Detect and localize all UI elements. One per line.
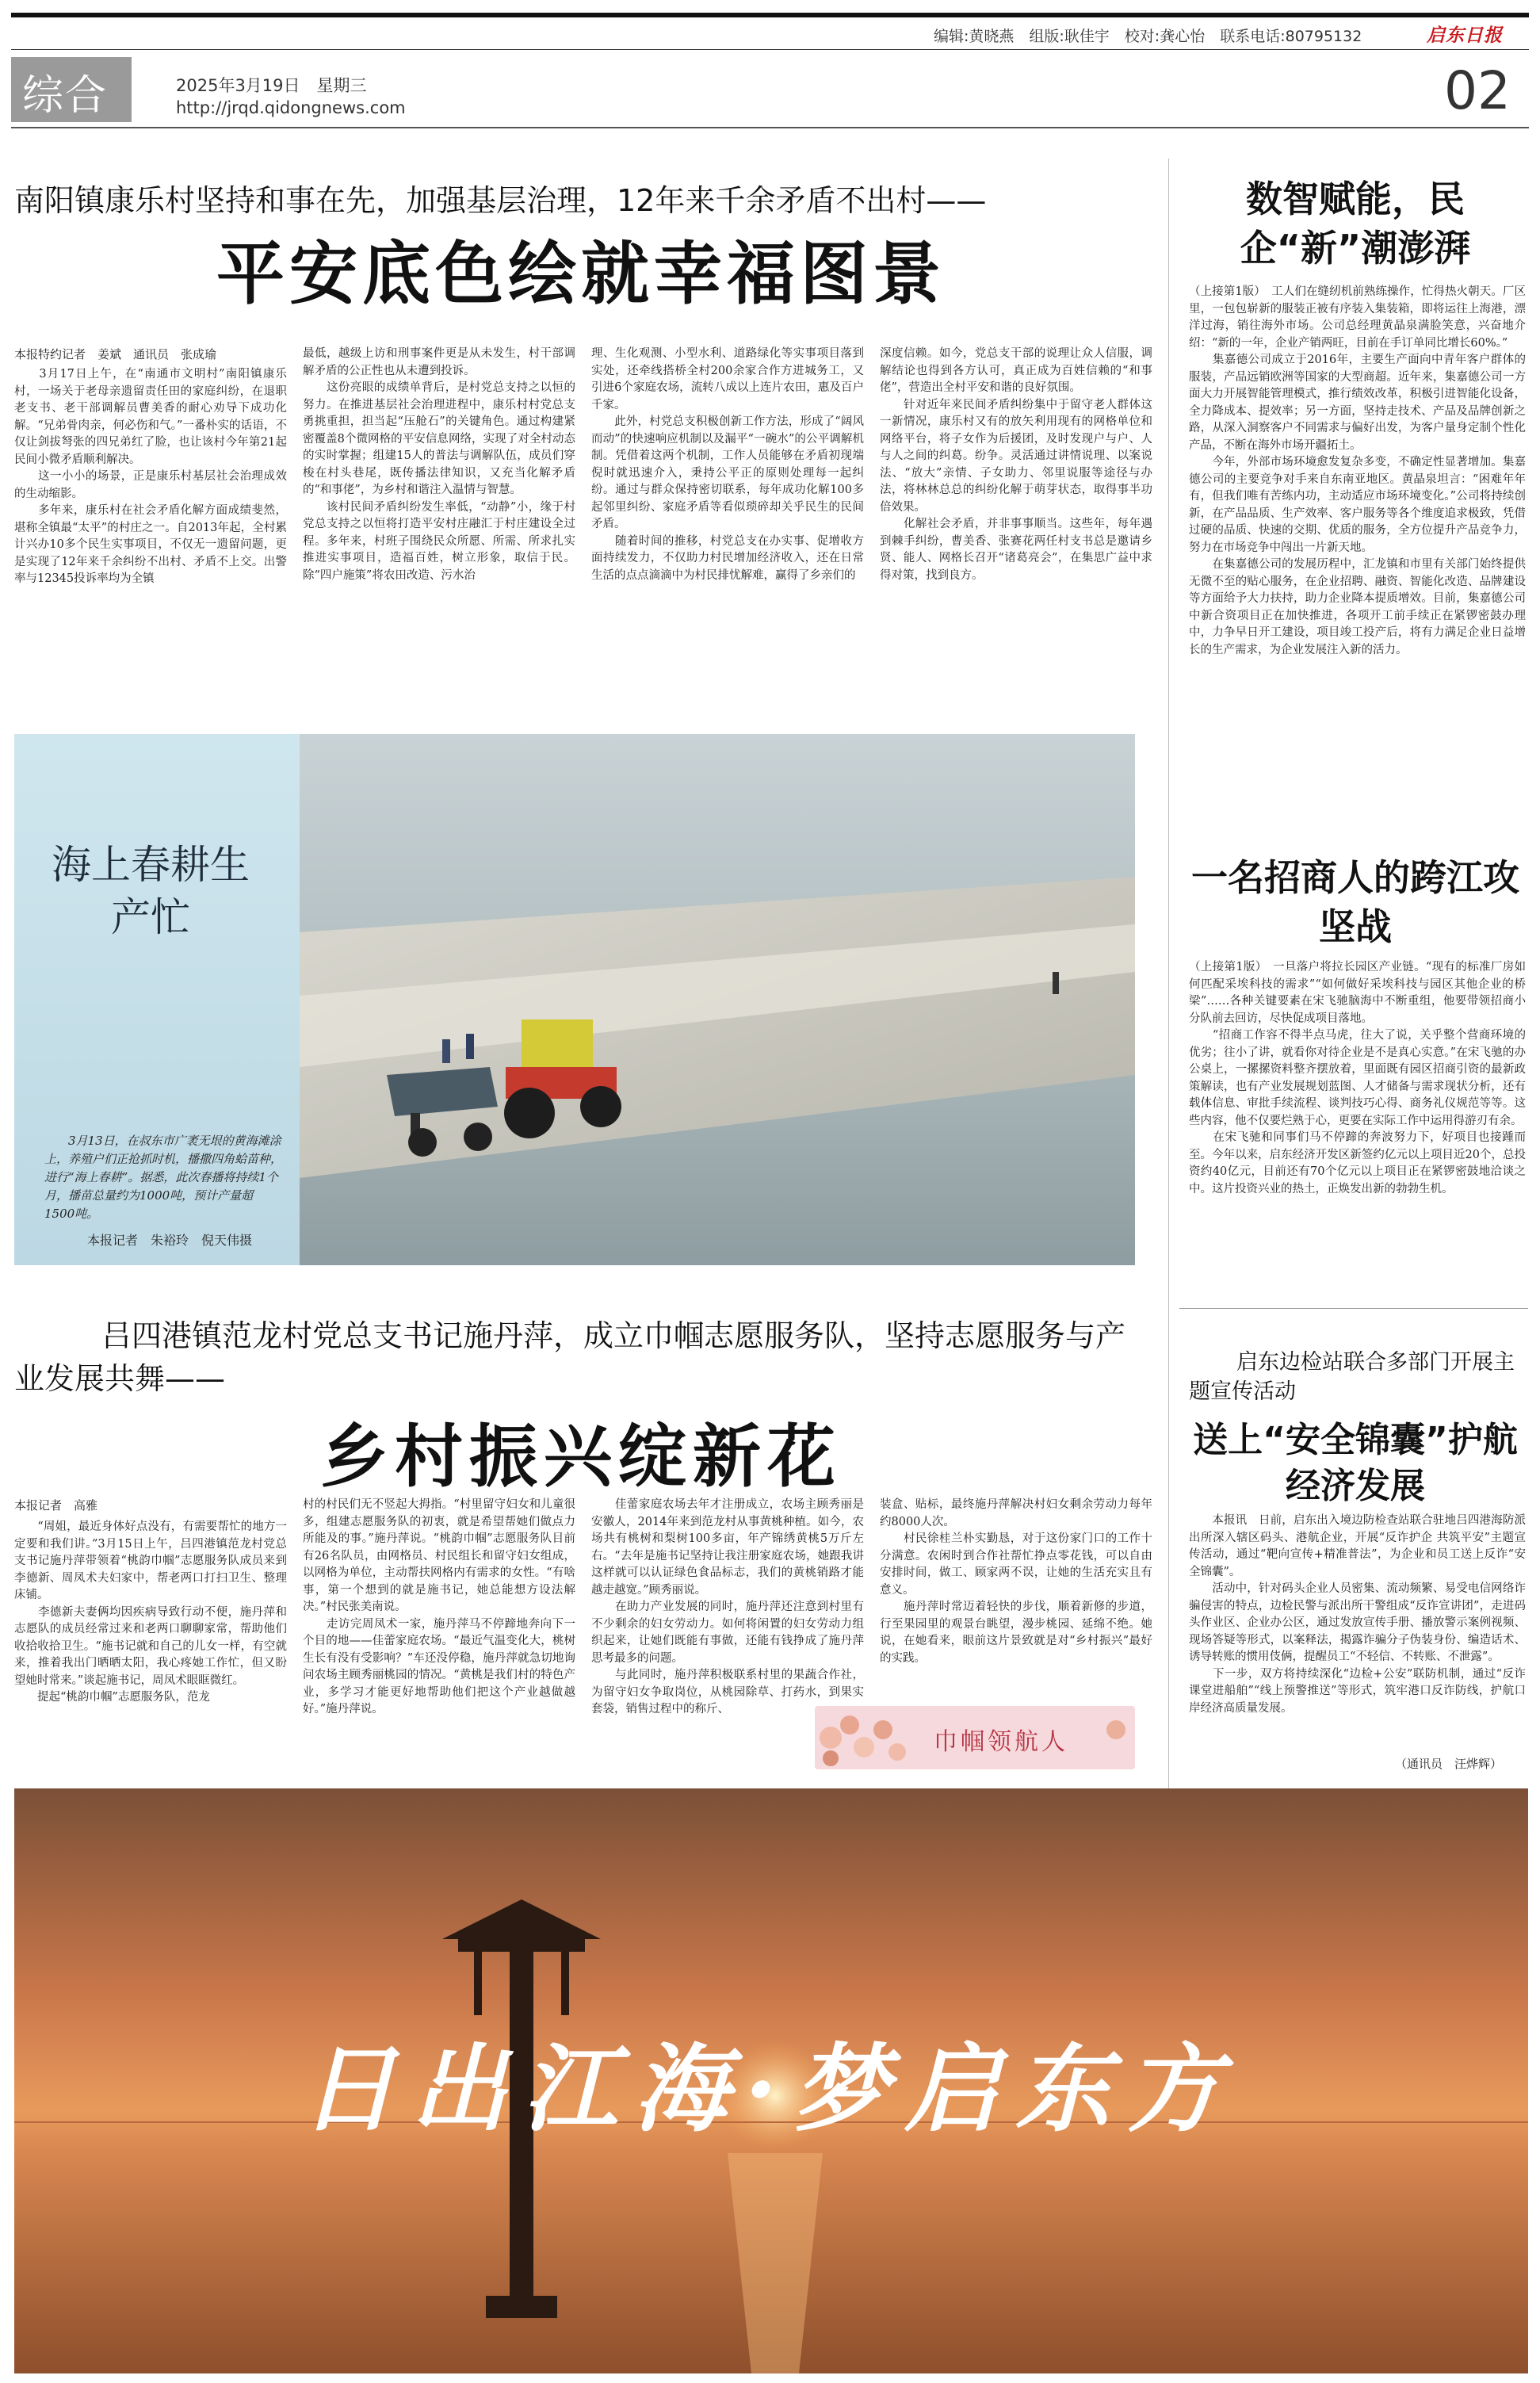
story2-byline: 本报记者 高雅 xyxy=(14,1498,98,1513)
sidebar3-credit: （通讯员 汪烨辉） xyxy=(1395,1757,1503,1771)
sidebar3-kicker: 启东边检站联合多部门开展主题宣传活动 xyxy=(1189,1350,1515,1404)
photo1-caption: 3月13日，在叔东市广袤无垠的黄海滩涂上，养殖户们正抢抓时机，播撒四角蛤苗种，进行“海上春耕”。据悉，此次春播将持续1个月，播苗总量约为1000吨，预计产量超1500吨。 xyxy=(44,1134,283,1221)
story1-kicker: 南阳镇康乐村坚持和事在先，加强基层治理，12年来千余矛盾不出村—— xyxy=(14,183,987,218)
issue-date: 2025年3月19日 星期三 xyxy=(176,76,367,95)
story2-column-3: 佳蕾家庭农场去年才注册成立，农场主顾秀丽是安徽人，2014年来到范龙村从事黄桃种植。如今，农场共有桃树和梨树100多亩，年产锦绣黄桃5万斤左右。“去年是施书记坚持让我注册家庭农场，她跟我讲这样就可以认证绿色食品标志，我们的黄桃销路才能越走越宽。”顾秀丽说。 在助力产业发展的同时，施丹萍还注意到村里有不少剩余的妇女劳动力。如何将闲置的妇女劳动力组织起来，让她们既能有事做，还能有钱挣成了施丹萍思考最多的问题。 与此同时，施丹萍积极联系村里的果蔬合作社，为留守妇女争取岗位，从桃园除草、打药水，到果实套袋，销售过程中的称斤、 xyxy=(591,1498,864,1716)
story1-column-3: 理、生化观测、小型水利、道路绿化等实事项目落到实处，还牵线搭桥全村200余家合作方进城务工，又引进6个家庭农场，流转八成以上连片农田，惠及百户千家。 此外，村党总支积极创新工作方法，形成了“阔风而动”的快速响应机制以及漏平“一碗水”的公平调解机制。凭借着这两个机制，工作人员能够在矛盾初现端倪时就迅速介入，秉持公平正的原则处理每一起纠纷。通过与群众保持密切联系，每年成功化解100多起邻里纠纷、家庭矛盾等看似琐碎却关乎民生的民间矛盾。 随着时间的推移，村党总支在办实事、促增收方面持续发力，不仅助力村民增加经济收入，还在日常生活的点点滴滴中为村民排忧解难，赢得了乡亲们的 xyxy=(591,347,864,582)
sidebar3-headline: 送上“安全锦囊”护航经济发展 xyxy=(1193,1420,1518,1506)
story2-headline: 乡村振兴绽新花 xyxy=(320,1417,842,1497)
sidebar1-text: （上接第1版） 工人们在缝纫机前熟练操作，忙得热火朝天。厂区里，一包包崭新的服装正被有序装入集装箱，即将运往上海港，漂洋过海，销往海外市场。公司总经理黄晶泉满脸笑意，兴奋地介绍：“新的一年，企业产销两旺，目前在手订单同比增长60%。” 集嘉德公司成立于2016年，主要生产面向中青年客户群体的服装，产品远销欧洲等国家的大型商超。近年来，集嘉德公司一方面大力开展智能管理模式，推行绩效改革，积极引进智能化设备，全力降成本、提效率；另一方面，坚持走技术、产品及品牌创新之路，从深入洞察客户不同需求与偏好出发，为客户量身定制个性化产品，不断在海外市场开疆拓土。 今年，外部市场环境愈发复杂多变，不确定性显著增加。集嘉德公司的主要竞争对手来自东南亚地区。黄晶泉坦言：“困难年年有，但我们唯有苦练内功，主动适应市场环境变化。”公司将持续创新，在产品品质、生产效率、客户服务等各个维度追求极致，凭借过硬的品质、快速的交期、优质的服务，全方位提升产品竞争力，努力在市场竞争中闯出一片新天地。 在集嘉德公司的发展历程中，汇龙镇和市里有关部门始终提供无微不至的贴心服务，在企业招聘、融资、智能化改造、品牌建设等方面给予大力扶持，助力企业降本提质增效。目前，集嘉德公司中新合资项目正在加快推进，各项开工前手续正在紧锣密鼓办理中，力争早日开工建设，项目竣工投产后，将有力满足企业日益增长的生产需求，为企业发展注入新的活力。 xyxy=(1189,285,1526,656)
masthead-bottom-rule xyxy=(11,127,1529,128)
volunteer-badge-label: 巾帼领航人 xyxy=(934,1728,1068,1756)
story1-byline: 本报特约记者 姜斌 通讯员 张成瑜 xyxy=(14,347,217,361)
section-label: 综合 xyxy=(22,72,109,120)
staff-line: 编辑:黄晓燕 组版:耿佳宇 校对:龚心怡 联系电话:80795132 xyxy=(934,28,1362,45)
sidebar3-text: 本报讯 日前，启东出入境边防检查站联合驻地吕四港海防派出所深入辖区码头、港航企业，开展“反诈护企 共筑平安”主题宣传活动，通过“靶向宣传+精准普法”，为企业和员工送上反诈“安全锦囊”。 活动中，针对码头企业人员密集、流动频繁、易受电信网络诈骗侵害的特点，边检民警与派出所干警组成“反诈宣讲团”，走进码头作业区、企业办公区，通过发放宣传手册、播放警示案例视频、现场答疑等形式，以案释法，揭露诈骗分子伪装身份、编造话术、诱导转账的惯用伎俩，提醒员工“不轻信、不转账、不泄露”。 下一步，双方将持续深化“边检+公安”联防机制，通过“反诈课堂进船舶”“线上预警推送”等形式，筑牢港口反诈防线，护航口岸经济高质量发展。 xyxy=(1189,1514,1526,1715)
story1-column-4: 深度信赖。如今，党总支干部的说理让众人信服，调解结论也得到各方认可，真正成为百姓信赖的“和事佬”，营造出全村平安和谐的良好氛围。 针对近年来民间矛盾纠纷集中于留守老人群体这一新情况，康乐村又有的放矢利用现有的网格单位和网络平台，将子女作为后援团，及时发现户与户、人与人之间的纠葛。纷争。灵活通过讲情说理、以案说法、“放大”亲情、子女助力、邻里说服等途径与办法，将林林总总的纠纷化解于萌芽状态，取得事半功倍效果。 化解社会矛盾，并非事事顺当。这些年，每年遇到棘手纠纷，曹美香、张赛花两任村支书总是邀请乡贤、能人、网格长召开“诸葛亮会”，在集思广益中求得对策，找到良方。 xyxy=(880,347,1152,582)
sidebar-divider-1 xyxy=(1179,1308,1528,1309)
sidebar2-text: （上接第1版） 一旦落户将拉长园区产业链。“现有的标准厂房如何匹配采埃科技的需求”“如何做好采埃科技与园区其他企业的桥梁”……各种关键要素在宋飞驰脑海中不断重组，他要带领招商小分队前去回访，尽快促成项目落地。 “招商工作容不得半点马虎，往大了说，关乎整个营商环境的优劣；往小了讲，就看你对待企业是不是真心实意。”在宋飞驰的办公桌上，一摞摞资料整齐摆放着，里面既有园区招商引资的最新政策解读，也有产业发展规划蓝图、人才储备与需求现状分析，还有载体信息、审批手续流程、谈判技巧心得、商务礼仪规范等等。这些内容，他不仅要烂熟于心，更要在实际工作中运用得游刃有余。 在宋飞驰和同事们马不停蹄的奔波努力下，好项目也接踵而至。今年以来，启东经济开发区新签约亿元以上项目近20个，总投资约40亿元，目前还有70个亿元以上项目正在紧锣密鼓地洽谈之中。这片投资兴业的热土，正焕发出新的勃勃生机。 xyxy=(1189,961,1526,1195)
masthead-thin-rule xyxy=(11,49,1529,50)
story2-column-2: 村的村民们无不竖起大拇指。“村里留守妇女和儿童很多，组建志愿服务队的初衷，就是希望帮她们做点力所能及的事。”施丹萍说。“桃韵巾帼”志愿服务队目前有26名队员，由网格员、村民组长和留守妇女组成，以网格为单位，主动帮扶网格内有需求的女性。“有啥事，第一个想到的就是施书记，她总能想方设法解决。”村民张美南说。 走访完周凤术一家，施丹萍马不停蹄地奔向下一个目的地——佳蕾家庭农场。“最近气温变化大，桃树生长有没有受影响？”车还没停稳，施丹萍就急切地询问农场主顾秀丽桃园的情况。“黄桃是我们村的特色产业，多学习才能更好地帮助他们把这个产业越做越好。”施丹萍说。 xyxy=(303,1498,575,1716)
story1-headline: 平安底色绘就幸福图景 xyxy=(216,235,946,314)
banner-slogan: 日出江海·梦启东方 xyxy=(300,2033,1237,2145)
top-rule xyxy=(11,13,1529,17)
story2-column-4: 装盒、贴标，最终施丹萍解决村妇女剩余劳动力每年约8000人次。 村民徐桂兰朴实勤恳，对于这份家门口的工作十分满意。农闲时到合作社帮忙挣点零花钱，可以自由安排时间，做工、顾家两不误，让她的生活充实且有意义。 施丹萍时常迈着轻快的步伐，顺着新修的步道，行至果园里的观景台眺望，漫步桃园、延绵不绝。她说，在她看来，眼前这片景致就是对“乡村振兴”最好的实践。 xyxy=(880,1498,1152,1665)
story2-kicker: 吕四港镇范龙村党总支书记施丹萍，成立巾帼志愿服务队，坚持志愿服务与产业发展共舞—— xyxy=(14,1318,1126,1396)
story1-column-2: 最低，越级上访和刑事案件更是从未发生，村干部调解矛盾的公正性也从未遭到投诉。 这份亮眼的成绩单背后，是村党总支持之以恒的努力。在推进基层社会治理进程中，康乐村村党总支勇挑重担，担当起“压舱石”的关键角色。通过构建紧密覆盖8个微网格的平安信息网络，实现了对全村动态的实时掌握；组建15人的普法与调解队伍，成员们穿梭在村头巷尾，既传播法律知识，又充当化解矛盾的“和事佬”，为乡村和谐注入温情与智慧。 该村民间矛盾纠纷发生率低，“动静”小，缘于村党总支持之以恒将打造平安村庄融汇于村庄建设全过程。多年来，村班子围绕民众所愿、所需、所求扎实推进实事项目，造福百姓，树立形象，取信于民。除“四户施策”将农田改造、污水治 xyxy=(303,347,575,582)
photo1-title: 海上春耕生产忙 xyxy=(52,842,250,940)
page-number: 02 xyxy=(1444,60,1511,121)
volunteer-badge xyxy=(815,1706,1135,1769)
website-url: http://jrqd.qidongnews.com xyxy=(176,98,406,117)
right-column-divider xyxy=(1168,159,1169,1958)
story1-column-1: 3月17日上午，在“南通市文明村”南阳镇康乐村，一场关于老母亲遗留责任田的家庭纠纷，在退职老支书、老干部调解员曹美香的耐心劝导下成功化解。“兄弟骨肉亲，何必伤和气。”一番朴实的话语，不仅让剑拔弩张的四兄弟红了脸，也让该村今年第21起民间小微矛盾顺利解决。 这一小小的场景，正是康乐村基层社会治理成效的生动缩影。 多年来，康乐村在社会矛盾化解方面成绩斐然，堪称全镇最“太平”的村庄之一。自2013年起，全村累计兴办10多个民生实事项目，不仅无一遗留问题，更是实现了12年来千余纠纷不出村、矛盾不上交。出警率与12345投诉率均为全镇 xyxy=(14,368,287,585)
story2-column-1: “周姐，最近身体好点没有，有需要帮忙的地方一定要和我们讲。”3月15日上午，吕四港镇范龙村党总支书记施丹萍带领着“桃韵巾帼”志愿服务队成员来到李德新、周凤术夫妇家中，帮老两口打扫卫生、整理床铺。 李德新夫妻俩均因疾病导致行动不便，施丹萍和志愿队的成员经常过来和老两口聊聊家常，帮助他们收拾收拾卫生。“施书记就和自己的儿女一样，有空就来，推着我出门晒晒太阳，我心疼她工作忙，但又盼望她时常来。”谈起施书记，周凤术眼眶微红。 提起“桃韵巾帼”志愿服务队，范龙 xyxy=(14,1520,287,1704)
sidebar1-headline: 数智赋能，民企“新”潮澎湃 xyxy=(1240,178,1471,270)
sidebar2-headline: 一名招商人的跨江攻坚战 xyxy=(1191,856,1519,948)
photo1-credit: 本报记者 朱裕玲 倪天伟摄 xyxy=(87,1233,253,1248)
newspaper-logo: 启东日报 xyxy=(1427,25,1503,46)
